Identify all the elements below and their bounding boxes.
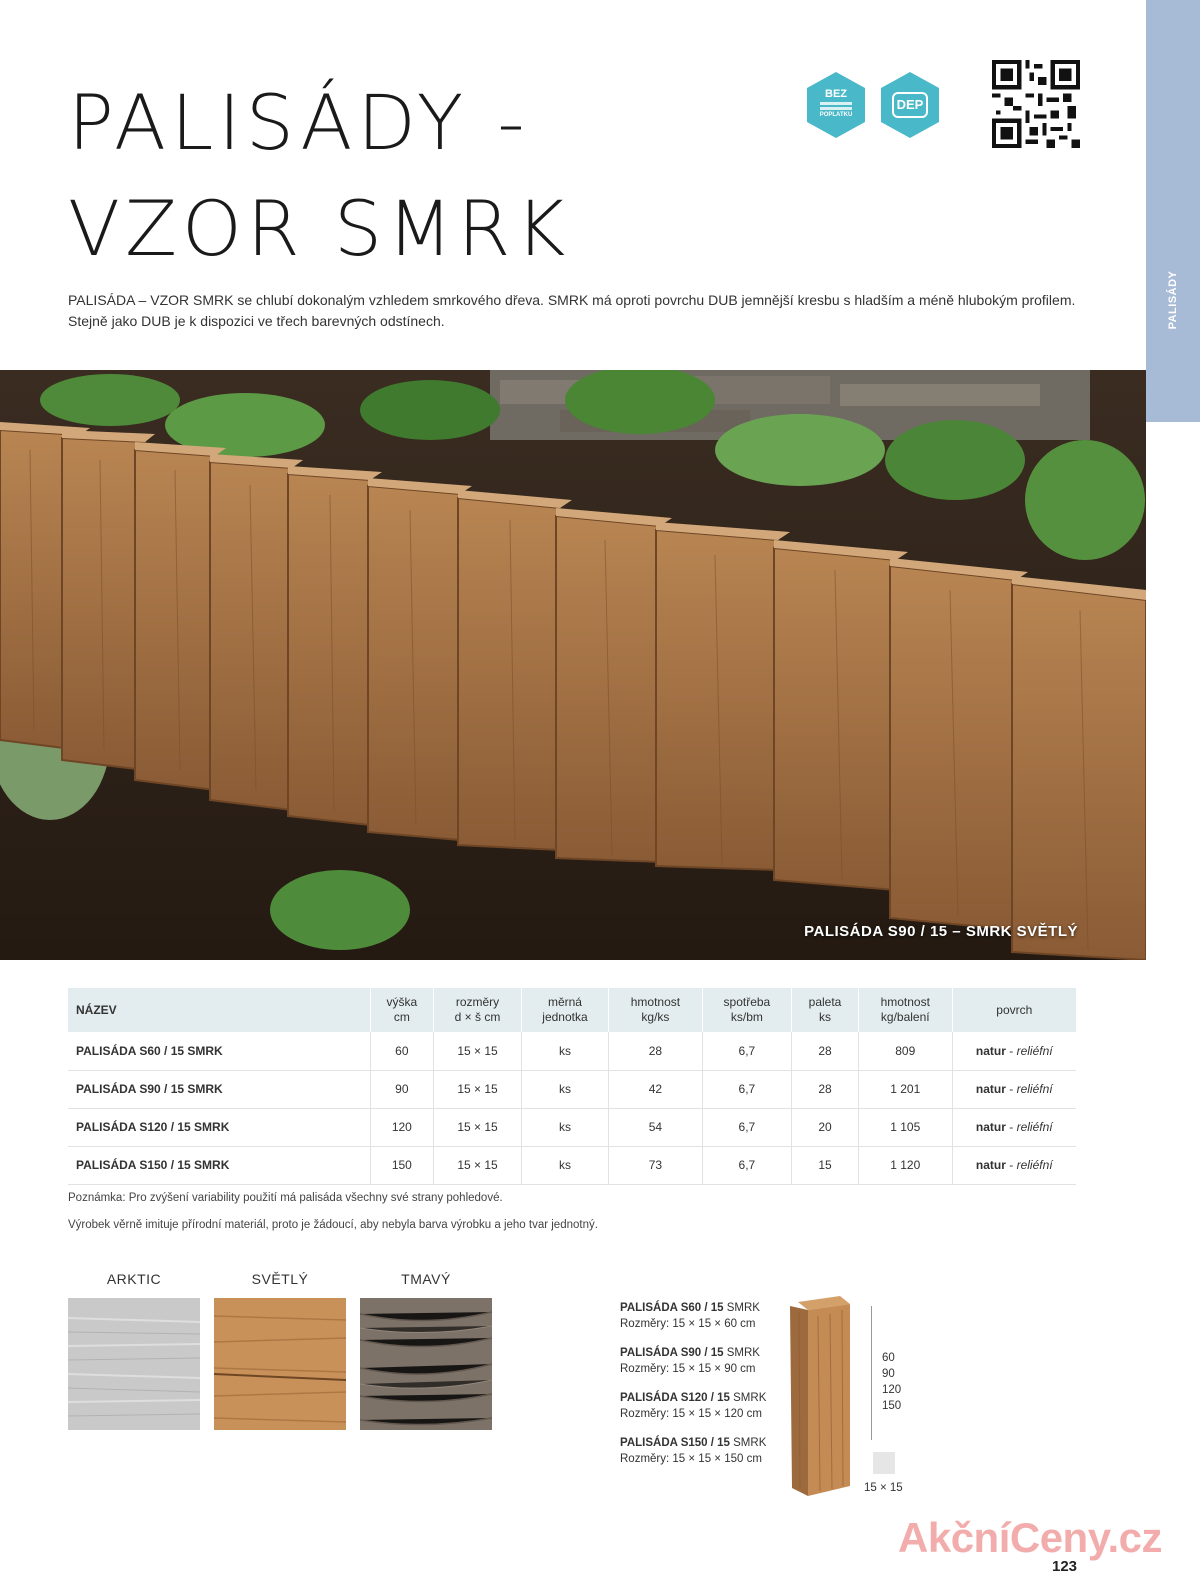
title-line-2: VZOR SMRK [68, 184, 571, 273]
swatch-arktic[interactable] [68, 1270, 200, 1430]
row-paleta: 15 [792, 1146, 859, 1184]
row-name: PALISÁDA S150 / 15 SMRK [68, 1146, 370, 1184]
row-baleni: 809 [858, 1032, 952, 1070]
list-item [620, 1345, 766, 1377]
arktic-texture [68, 1298, 200, 1430]
table-row [68, 1146, 1076, 1184]
row-name: PALISÁDA S90 / 15 SMRK [68, 1070, 370, 1108]
swatch-svetly[interactable] [214, 1270, 346, 1430]
header-jednotka-2: jednotka [542, 1010, 588, 1024]
povrch-sep: - [1005, 1158, 1017, 1172]
swatch-label: TMAVÝ [401, 1271, 451, 1287]
swatch-label: ARKTIC [106, 1271, 162, 1287]
dep-text: DEP [892, 92, 928, 118]
dim-size: Rozměry: 15 × 15 × 60 cm [620, 1318, 756, 1330]
dep-badge [878, 70, 942, 140]
row-rozmery: 15 × 15 [434, 1070, 522, 1108]
row-spotreba: 6,7 [702, 1032, 791, 1070]
qr-code-icon[interactable] [992, 60, 1080, 148]
title-line-1: PALISÁDY - [68, 78, 530, 167]
row-vyska: 120 [370, 1108, 434, 1146]
badge-bez-text: BEZ [825, 88, 847, 100]
header-rozmery-1: rozměry [455, 995, 500, 1009]
povrch-natur: natur [975, 1082, 1006, 1096]
height-value: 150 [882, 1400, 902, 1412]
badges [804, 70, 942, 140]
page-title [68, 70, 570, 282]
povrch-sep: - [1005, 1043, 1017, 1058]
header-vyska [370, 988, 434, 1032]
row-spotreba: 6,7 [702, 1146, 791, 1184]
dim-product-suffix: SMRK [729, 1437, 767, 1449]
dim-product-name: PALISÁDA S150 / 15 [620, 1437, 730, 1449]
svetly-texture [214, 1298, 346, 1430]
side-tab-label: PALISÁDY [1167, 270, 1179, 330]
dimensions-list [620, 1300, 766, 1480]
row-povrch [952, 1032, 1076, 1070]
povrch-relief: reliéfní [1016, 1120, 1053, 1134]
product-photo [0, 370, 1146, 960]
row-spotreba: 6,7 [702, 1070, 791, 1108]
header-rozmery [434, 988, 522, 1032]
list-item [620, 1390, 766, 1422]
cross-section-label: 15 × 15 [864, 1482, 903, 1494]
hexagon-icon [804, 70, 868, 140]
badge-poplatku-text: POPLATKU [819, 112, 853, 118]
color-swatches [68, 1270, 492, 1430]
row-povrch [952, 1146, 1076, 1184]
page-number: 123 [1052, 1558, 1078, 1575]
tmavy-texture [360, 1298, 492, 1430]
dim-product-suffix: SMRK [723, 1302, 760, 1314]
photo-caption: PALISÁDA S90 / 15 – SMRK SVĚTLÝ [804, 923, 1078, 940]
dim-size: Rozměry: 15 × 15 × 150 cm [620, 1453, 762, 1465]
header-hmotnost-1: hmotnost [630, 995, 681, 1009]
header-vyska-2: cm [393, 1010, 410, 1024]
note-natural-material: Výrobek věrně imituje přírodní materiál, proto je žádoucí, aby nebyla barva výrobku a jeho tvar jednotný. [68, 1219, 598, 1231]
header-jednotka [521, 988, 608, 1032]
watermark: AkčníCeny.cz [898, 1514, 1162, 1561]
header-vyska-1: výška [386, 995, 418, 1009]
row-rozmery: 15 × 15 [434, 1032, 522, 1070]
intro-paragraph: PALISÁDA – VZOR SMRK se chlubí dokonalým vzhledem smrkového dřeva. SMRK má oproti povrchu DUB jemnější kresbu s hladším a méně hlubokým profilem. Stejně jako DUB je k dispozici ve třech barevných odstínech. [68, 292, 1076, 329]
row-hmotnost: 42 [609, 1070, 703, 1108]
list-item [620, 1435, 766, 1467]
height-values [882, 1350, 901, 1414]
row-paleta: 28 [792, 1032, 859, 1070]
spec-table [68, 988, 1076, 1185]
row-jednotka: ks [521, 1070, 608, 1108]
povrch-relief: reliéfní [1016, 1043, 1053, 1058]
dim-size: Rozměry: 15 × 15 × 90 cm [620, 1363, 756, 1375]
row-vyska: 60 [370, 1032, 434, 1070]
povrch-relief: reliéfní [1016, 1158, 1053, 1172]
dim-product-suffix: SMRK [723, 1347, 760, 1359]
row-jednotka: ks [521, 1032, 608, 1070]
header-spotreba-1: spotřeba [723, 995, 771, 1009]
dim-size: Rozměry: 15 × 15 × 120 cm [620, 1408, 762, 1420]
povrch-relief: reliéfní [1016, 1082, 1053, 1096]
header-hmotnost-baleni-2: kg/balení [880, 1010, 930, 1024]
row-povrch [952, 1108, 1076, 1146]
list-item [620, 1300, 766, 1332]
row-vyska: 150 [370, 1146, 434, 1184]
header-paleta-2: ks [819, 1010, 831, 1024]
header-hmotnost-baleni [858, 988, 952, 1032]
swatch-tmavy[interactable] [360, 1270, 492, 1430]
povrch-natur: natur [975, 1120, 1006, 1134]
row-paleta: 20 [792, 1108, 859, 1146]
row-baleni: 1 201 [858, 1070, 952, 1108]
height-scale-line [871, 1306, 872, 1440]
header-rozmery-2: d × š cm [454, 1010, 501, 1024]
row-hmotnost: 28 [609, 1032, 703, 1070]
free-pallet-badge [804, 70, 868, 140]
header-hmotnost-2: kg/ks [641, 1010, 670, 1024]
row-jednotka: ks [521, 1146, 608, 1184]
povrch-sep: - [1005, 1082, 1017, 1096]
table-row [68, 1070, 1076, 1108]
note-variability: Poznámka: Pro zvýšení variability použití má palisáda všechny své strany pohledové. [68, 1192, 503, 1204]
dim-product-name: PALISÁDA S120 / 15 [620, 1392, 730, 1404]
row-hmotnost: 73 [609, 1146, 703, 1184]
row-baleni: 1 120 [858, 1146, 952, 1184]
table-header-row [68, 988, 1076, 1032]
height-value: 60 [882, 1352, 895, 1364]
swatch-label: SVĚTLÝ [251, 1271, 309, 1287]
povrch-natur: natur [975, 1043, 1006, 1058]
row-povrch [952, 1070, 1076, 1108]
row-rozmery: 15 × 15 [434, 1108, 522, 1146]
row-vyska: 90 [370, 1070, 434, 1108]
header-povrch: povrch [952, 988, 1076, 1032]
header-hmotnost-baleni-1: hmotnost [880, 995, 930, 1009]
header-spotreba-2: ks/bm [730, 1010, 763, 1024]
row-hmotnost: 54 [609, 1108, 703, 1146]
height-value: 120 [882, 1384, 902, 1396]
header-name: NÁZEV [68, 988, 370, 1032]
row-name: PALISÁDA S120 / 15 SMRK [68, 1108, 370, 1146]
dim-product-name: PALISÁDA S90 / 15 [620, 1347, 724, 1359]
row-baleni: 1 105 [858, 1108, 952, 1146]
cross-section-square [873, 1452, 895, 1474]
row-spotreba: 6,7 [702, 1108, 791, 1146]
dim-product-suffix: SMRK [729, 1392, 767, 1404]
row-paleta: 28 [792, 1070, 859, 1108]
row-name: PALISÁDA S60 / 15 SMRK [68, 1032, 370, 1070]
palisade-garden-photo [0, 370, 1146, 960]
row-jednotka: ks [521, 1108, 608, 1146]
header-jednotka-1: měrná [547, 995, 582, 1009]
palisade-post-illustration [790, 1296, 854, 1498]
header-hmotnost [609, 988, 703, 1032]
header-paleta [792, 988, 859, 1032]
povrch-sep: - [1005, 1120, 1017, 1134]
header-spotreba [702, 988, 791, 1032]
height-value: 90 [882, 1368, 895, 1380]
table-row [68, 1108, 1076, 1146]
row-rozmery: 15 × 15 [434, 1146, 522, 1184]
table-row [68, 1032, 1076, 1070]
header-paleta-1: paleta [808, 995, 842, 1009]
povrch-natur: natur [975, 1158, 1006, 1172]
side-section-tab [1146, 0, 1200, 422]
dim-product-name: PALISÁDA S60 / 15 [620, 1302, 724, 1314]
